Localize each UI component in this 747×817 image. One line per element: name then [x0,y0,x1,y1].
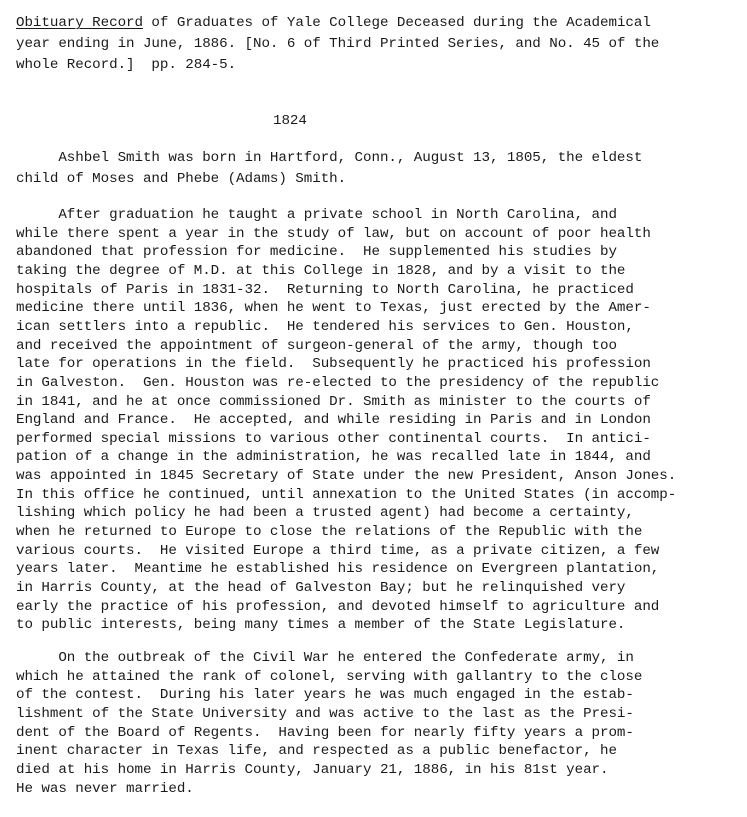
text-line: early the practice of his profession, and devoted himself to agriculture and [16,598,660,615]
class-year: 1824 [273,113,307,129]
text-line: taking the degree of M.D. at this College in 1828, and by a visit to the [16,262,626,279]
text-line: and received the appointment of surgeon-general of the army, though too [16,337,617,354]
text-line: to public interests, being many times a member of the State Legislature. [16,617,626,634]
text-line: late for operations in the field. Subsequently he practiced his profession [16,356,651,373]
text-line: ican settlers into a republic. He tendered his services to Gen. Houston, [16,318,634,335]
text-line: medicine there until 1836, when he went to Texas, just erected by the Amer- [16,300,651,317]
text-line: various courts. He visited Europe a third time, as a private citizen, a few [16,542,660,559]
text-line: performed special missions to various other continental courts. In antici- [16,430,651,447]
text-line: of the contest. During his later years he was much engaged in the estab- [16,687,634,704]
text-line: pation of a change in the administration, he was recalled late in 1844, and [16,449,651,466]
text-line: years later. Meantime he established his residence on Evergreen plantation, [16,561,660,578]
text-line: In this office he continued, until annexation to the United States (in accomp- [16,486,677,503]
text-line: inent character in Texas life, and respected as a public benefactor, he [16,743,617,760]
text-line: hospitals of Paris in 1831-32. Returning to North Carolina, he practiced [16,281,634,298]
text-line: England and France. He accepted, and while residing in Paris and in London [16,412,651,429]
text-line: was appointed in 1845 Secretary of State under the new President, Anson Jones. [16,468,677,485]
text-line: lishing which policy he had been a trusted agent) had become a certainty, [16,505,634,522]
text-line: which he attained the rank of colonel, serving with gallantry to the close [16,668,643,685]
text-line: child of Moses and Phebe (Adams) Smith. [16,171,347,187]
text-line: On the outbreak of the Civil War he entered the Confederate army, in [16,649,634,666]
text-line: After graduation he taught a private school in North Carolina, and [16,207,617,223]
record-title: Obituary Record [16,15,143,31]
header-line-3: whole Record.] pp. 284-5. [16,57,237,73]
header-line-1-rest: of Graduates of Yale College Deceased during the Academical [142,15,651,31]
header-line-2: year ending in June, 1886. [No. 6 of Third Printed Series, and No. 45 of the [16,36,660,52]
text-line: in Harris County, at the head of Galveston Bay; but he relinquished very [16,580,626,596]
text-line: dent of the Board of Regents. Having been for nearly fifty years a prom- [16,724,634,741]
text-line: in 1841, and he at once commissioned Dr. Smith as minister to the courts of [16,393,651,410]
text-line: He was never married. [16,780,194,797]
text-line: lishment of the State University and was active to the last as the Presi- [16,705,634,722]
text-line: died at his home in Harris County, January 21, 1886, in his 81st year. [16,761,609,778]
text-line: while there spent a year in the study of law, but on account of poor health [16,225,651,242]
text-line: Ashbel Smith was born in Hartford, Conn., August 13, 1805, the eldest [16,150,643,166]
text-line: in Galveston. Gen. Houston was re-elected to the presidency of the republic [16,374,660,391]
text-line: when he returned to Europe to close the relations of the Republic with the [16,524,643,541]
text-line: abandoned that profession for medicine. He supplemented his studies by [16,244,617,261]
header-line-1 [16,14,651,32]
